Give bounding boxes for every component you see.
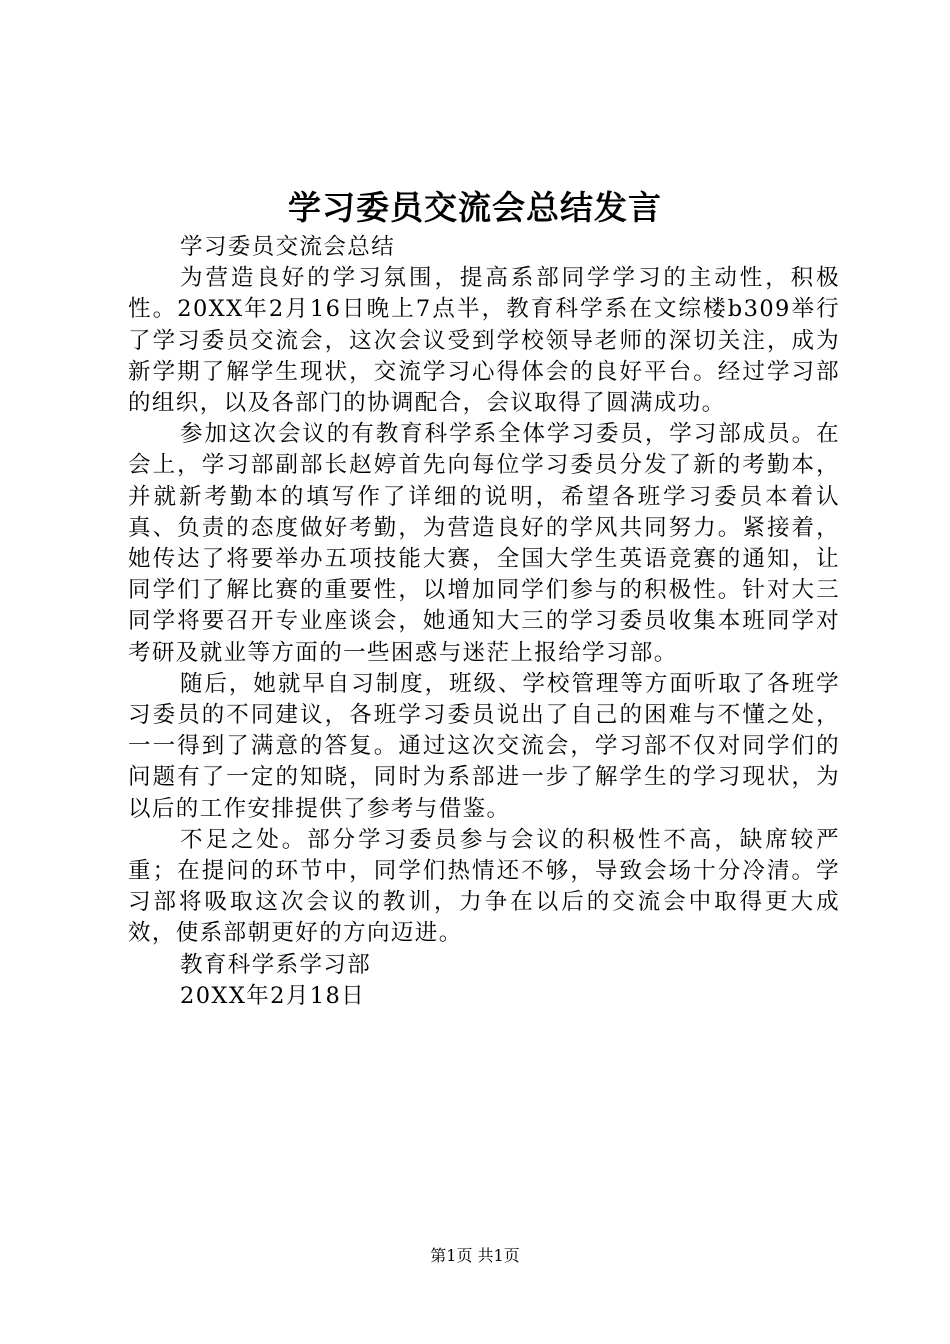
paragraph-4: 不足之处。部分学习委员参与会议的积极性不高，缺席较严重；在提问的环节中，同学们热情还不够，导致会场十分冷清。学习部将吸取这次会议的教训，力争在以后的交流会中取得更大成效，使系部朝更好的方向迈进。: [128, 826, 840, 947]
signature: 教育科学系学习部: [180, 951, 372, 978]
document-subtitle: 学习委员交流会总结: [180, 234, 396, 260]
page-footer: 第1页 共1页: [430, 1246, 520, 1265]
paragraph-1: 为营造良好的学习氛围，提高系部同学学习的主动性，积极性。20XX年2月16日晚上7点半，教育科学系在文综楼b309举行了学习委员交流会，这次会议受到学校领导老师的深切关注，成为新学期了解学生现状，交流学习心得体会的良好平台。经过学习部的组织，以及各部门的协调配合，会议取得了圆满成功。: [128, 265, 840, 417]
paragraph-2: 参加这次会议的有教育科学系全体学习委员，学习部成员。在会上，学习部副部长赵婷首先向每位学习委员分发了新的考勤本，并就新考勤本的填写作了详细的说明，希望各班学习委员本着认真、负责的态度做好考勤，为营造良好的学风共同努力。紧接着，她传达了将要举办五项技能大赛，全国大学生英语竞赛的通知，让同学们了解比赛的重要性，以增加同学们参与的积极性。针对大三同学将要召开专业座谈会，她通知大三的学习委员收集本班同学对考研及就业等方面的一些困惑与迷茫上报给学习部。: [128, 421, 840, 666]
document-body: [128, 232, 840, 1012]
document-title: 学习委员交流会总结发言: [288, 188, 662, 227]
date: 20XX年2月18日: [180, 982, 366, 1009]
paragraph-3: 随后，她就早自习制度，班级、学校管理等方面听取了各班学习委员的不同建议，各班学习委员说出了自己的困难与不懂之处，一一得到了满意的答复。通过这次交流会，学习部不仅对同学们的问题有了一定的知晓，同时为系部进一步了解学生的学习现状，为以后的工作安排提供了参考与借鉴。: [128, 670, 840, 822]
